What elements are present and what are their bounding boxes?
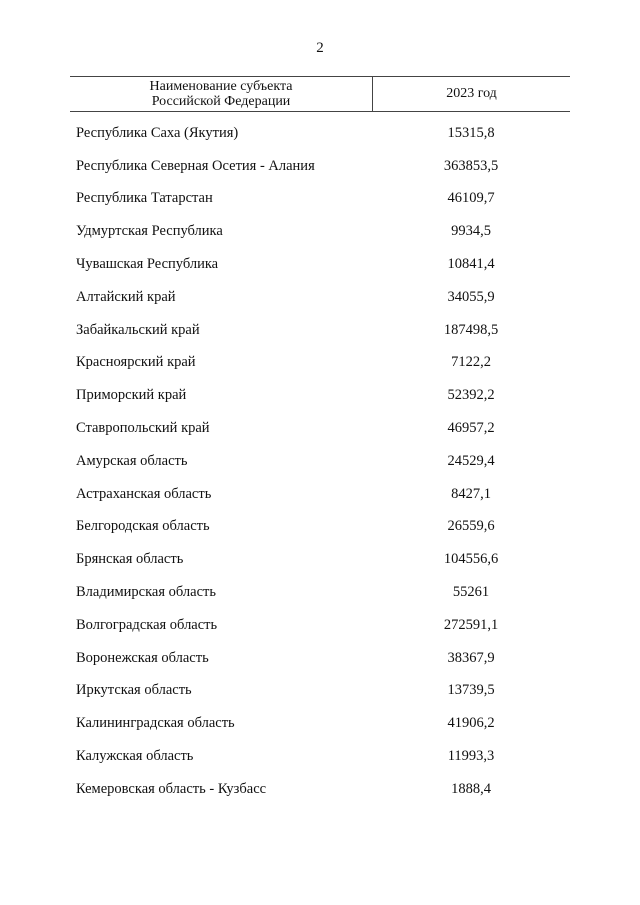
subject-name: Калининградская область — [76, 715, 235, 732]
subject-value: 46109,7 — [447, 190, 495, 207]
table-body — [0, 117, 640, 806]
table-row — [0, 215, 640, 248]
subject-name: Ставропольский край — [76, 420, 210, 437]
subject-name: Кемеровская область - Кузбасс — [76, 780, 267, 797]
subject-value: 15315,8 — [447, 124, 495, 141]
subject-value: 52392,2 — [447, 387, 495, 404]
table-row — [0, 412, 640, 445]
subject-name: Красноярский край — [76, 354, 196, 371]
subject-name: Воронежская область — [76, 649, 209, 666]
table-row — [0, 478, 640, 511]
subject-name: Астраханская область — [76, 485, 212, 502]
table-row — [0, 281, 640, 314]
table-row — [0, 642, 640, 675]
subject-value: 187498,5 — [443, 321, 499, 338]
subject-name: Республика Татарстан — [76, 190, 213, 207]
subject-name: Калужская область — [76, 748, 194, 765]
table-header — [70, 76, 570, 112]
subject-name: Брянская область — [76, 551, 184, 568]
column-header-year: 2023 год — [446, 86, 497, 101]
subject-name: Приморский край — [76, 387, 187, 404]
subject-name: Алтайский край — [76, 288, 176, 305]
subject-value: 11993,3 — [447, 748, 495, 765]
subject-value: 38367,9 — [447, 649, 495, 666]
table-row — [0, 445, 640, 478]
subject-value: 26559,6 — [447, 518, 495, 535]
subject-value: 41906,2 — [447, 715, 495, 732]
table-row — [0, 314, 640, 347]
table-row — [0, 511, 640, 544]
table-row — [0, 543, 640, 576]
subject-value: 272591,1 — [443, 616, 499, 633]
subject-value: 13739,5 — [447, 682, 495, 699]
page-number: 2 — [316, 40, 324, 56]
subject-value: 24529,4 — [447, 452, 495, 469]
subject-name: Владимирская область — [76, 584, 216, 601]
subject-name: Республика Саха (Якутия) — [76, 124, 239, 141]
table-row — [0, 609, 640, 642]
subject-name: Забайкальский край — [76, 321, 200, 338]
column-header-subject — [70, 77, 373, 111]
table-row — [0, 347, 640, 380]
subject-name: Амурская область — [76, 452, 188, 469]
subject-value: 363853,5 — [443, 157, 499, 174]
subject-value: 55261 — [452, 584, 490, 601]
table-row — [0, 183, 640, 216]
subject-value: 9934,5 — [451, 223, 491, 240]
table-row — [0, 150, 640, 183]
table-row — [0, 740, 640, 773]
subject-value: 1888,4 — [451, 780, 491, 797]
subject-value: 46957,2 — [447, 420, 495, 437]
table-row — [0, 576, 640, 609]
subject-name: Волгоградская область — [76, 616, 218, 633]
column-header-subject-line1: Наименование субъекта — [149, 79, 293, 94]
table-row — [0, 675, 640, 708]
table-row — [0, 379, 640, 412]
subject-value: 34055,9 — [447, 288, 495, 305]
subject-name: Белгородская область — [76, 518, 210, 535]
table-row — [0, 248, 640, 281]
subject-name: Республика Северная Осетия - Алания — [76, 157, 315, 174]
subject-value: 10841,4 — [447, 256, 495, 273]
subject-value: 104556,6 — [443, 551, 499, 568]
table-row — [0, 707, 640, 740]
subject-value: 7122,2 — [451, 354, 491, 371]
subject-value: 8427,1 — [451, 485, 491, 502]
subject-name: Иркутская область — [76, 682, 192, 699]
column-header-subject-line2: Российской Федерации — [151, 94, 291, 109]
table-row — [0, 773, 640, 806]
subject-name: Удмуртская Республика — [76, 223, 223, 240]
subject-name: Чувашская Республика — [76, 256, 219, 273]
table-row — [0, 117, 640, 150]
